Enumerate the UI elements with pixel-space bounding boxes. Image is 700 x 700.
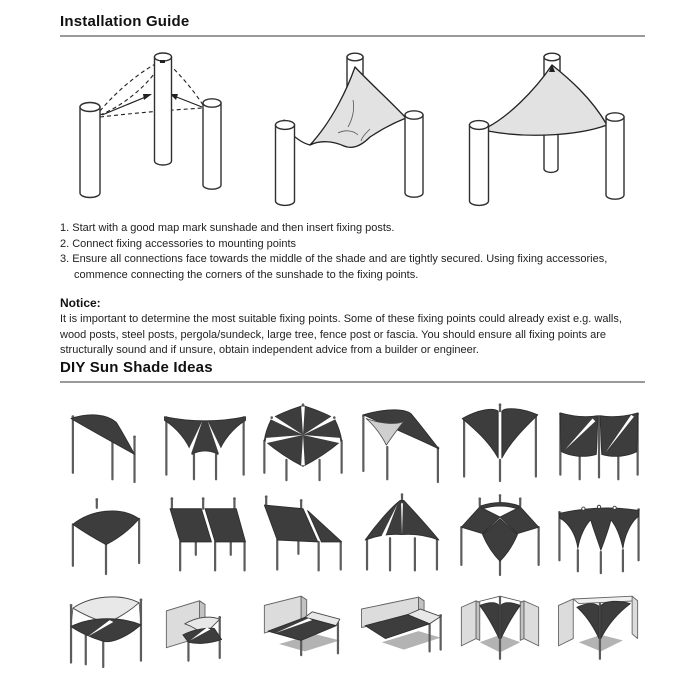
installation-step-1: 1. Start with a good map mark sunshade and then insert fixing posts.: [60, 222, 395, 234]
section-divider: [60, 381, 645, 383]
diy-idea-illustration: [257, 585, 349, 670]
installation-guide-title: Installation Guide: [60, 13, 190, 30]
notice-body: It is important to determine the most suitable fixing points. Some of these fixing points could already exist e.g. walls, wood posts, steel posts, pergola/sundeck, large tree, fence post or fascia. You should ensure all fixing points are structurally sound and if unsure, obtain independent advice from a builder or engineer.: [60, 313, 622, 356]
diy-ideas-row-1: [60, 399, 645, 484]
installation-step2-diagram: [258, 45, 448, 213]
installation-step-3: 3. Ensure all connections face towards the middle of the shade and are tightly secured. Using fixing accessories, commence connecting the corners of the sunshade to the fixing points.: [60, 253, 608, 281]
diy-idea-illustration: [60, 399, 152, 484]
section-divider: [60, 35, 645, 37]
diy-idea-illustration: [454, 492, 546, 577]
diy-idea-illustration: [356, 399, 448, 484]
diy-idea-illustration: [159, 399, 251, 484]
diy-idea-illustration: [454, 585, 546, 670]
installation-step3-diagram: [455, 45, 645, 213]
diy-idea-illustration: [257, 492, 349, 577]
diy-idea-illustration: [257, 399, 349, 484]
diy-idea-illustration: [60, 492, 152, 577]
diy-idea-illustration: [356, 492, 448, 577]
notice-title: Notice:: [60, 296, 101, 310]
installation-step1-diagram: [60, 45, 250, 213]
diy-ideas-title: DIY Sun Shade Ideas: [60, 358, 213, 376]
diy-idea-illustration: [356, 585, 448, 670]
diy-idea-illustration: [553, 492, 645, 577]
diy-ideas-row-3: [60, 585, 645, 670]
installation-steps: [60, 221, 645, 283]
diy-idea-illustration: [553, 399, 645, 484]
diy-idea-illustration: [60, 585, 152, 670]
diy-idea-illustration: [159, 585, 251, 670]
diy-ideas-row-2: [60, 492, 645, 577]
diy-idea-illustration: [553, 585, 645, 670]
installation-step-2: 2. Connect fixing accessories to mounting points: [60, 237, 297, 250]
diy-idea-illustration: [454, 399, 546, 484]
installation-diagrams: [60, 45, 645, 215]
diy-ideas-grid: [60, 399, 645, 670]
diy-idea-illustration: [159, 492, 251, 577]
